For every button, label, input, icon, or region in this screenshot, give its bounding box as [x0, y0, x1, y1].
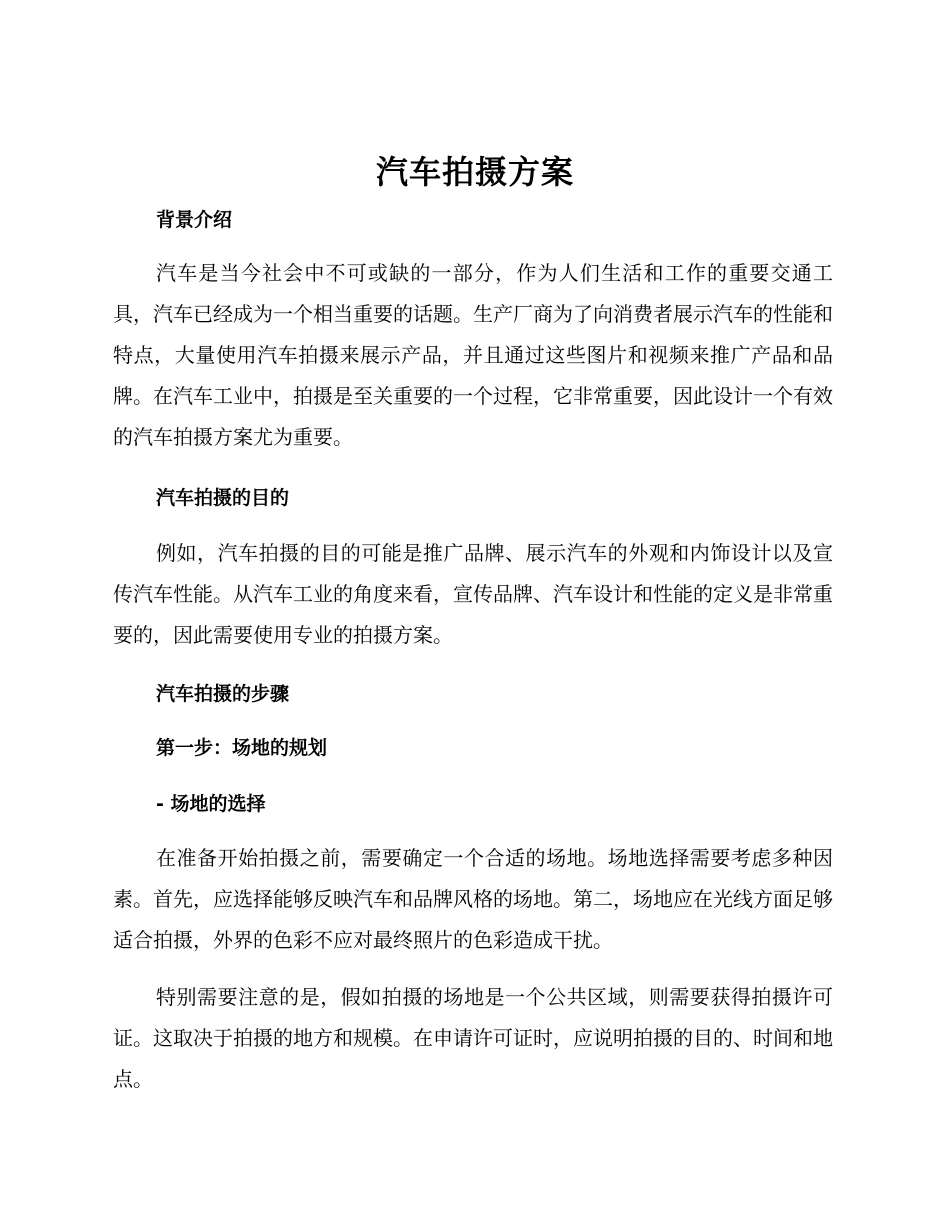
paragraph-purpose: 例如，汽车拍摄的目的可能是推广品牌、展示汽车的外观和内饰设计以及宣传汽车性能。从汽车工业的角度来看，宣传品牌、汽车设计和性能的定义是非常重要的，因此需要使用专业的拍摄方案。 [113, 541, 833, 647]
section-heading-step-one: 第一步：场地的规划 [156, 737, 328, 759]
section-heading-purpose: 汽车拍摄的目的 [156, 487, 290, 509]
paragraph-background: 汽车是当今社会中不可或缺的一部分，作为人们生活和工作的重要交通工具，汽车已经成为一个相当重要的话题。生产厂商为了向消费者展示汽车的性能和特点，大量使用汽车拍摄来展示产品，并且通过这些图片和视频来推广产品和品牌。在汽车工业中，拍摄是至关重要的一个过程，它非常重要，因此设计一个有效的汽车拍摄方案尤为重要。 [113, 261, 833, 449]
paragraph-venue-selection: 在准备开始拍摄之前，需要确定一个合适的场地。场地选择需要考虑多种因素。首先，应选择能够反映汽车和品牌风格的场地。第二，场地应在光线方面足够适合拍摄，外界的色彩不应对最终照片的色彩造成干扰。 [113, 846, 833, 952]
section-heading-venue-selection: - 场地的选择 [156, 793, 266, 815]
paragraph-permit: 特别需要注意的是，假如拍摄的场地是一个公共区域，则需要获得拍摄许可证。这取决于拍摄的地方和规模。在申请许可证时，应说明拍摄的目的、时间和地点。 [113, 985, 833, 1091]
section-heading-background: 背景介绍 [156, 209, 233, 231]
section-heading-steps: 汽车拍摄的步骤 [156, 683, 290, 705]
document-title: 汽车拍摄方案 [375, 153, 574, 191]
